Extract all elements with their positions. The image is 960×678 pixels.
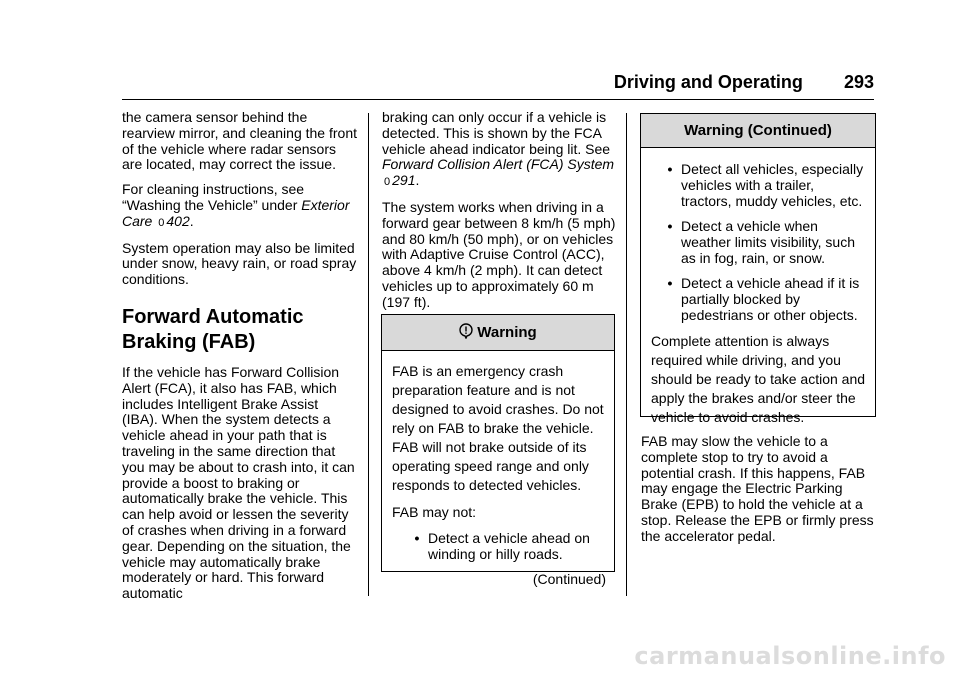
- text: For cleaning instructions, see “Washing the Vehicle” under: [122, 181, 305, 213]
- warning-title: Warning: [477, 324, 537, 341]
- continued-label: (Continued): [532, 571, 606, 587]
- warning-title-bar: [641, 114, 875, 148]
- warning-paragraph: Complete attention is always required while driving, and you should be ready to take action and apply the brakes and/or steer the vehicle to avoid crashes.: [651, 333, 866, 425]
- warning-body: [382, 351, 614, 593]
- bullet-icon: •: [667, 161, 673, 177]
- cross-reference-link[interactable]: Forward Collision Alert (FCA) System: [382, 156, 615, 173]
- paragraph: FAB may slow the vehicle to a complete stop to try to avoid a potential crash. If this happens, FAB may engage the Electric Parking Brake (EPB) to hold the vehicle at a stop. Release the EPB or firmly press the accelerator pedal.: [641, 433, 874, 544]
- warning-bullet: [651, 161, 867, 209]
- bullet-text: Detect all vehicles, especially vehicles with a trailer, tractors, muddy vehicles, etc.: [681, 161, 864, 209]
- warning-title: Warning (Continued): [684, 122, 832, 139]
- paragraph: the camera sensor behind the rearview mirror, and cleaning the front of the vehicle where radar sensors are located, may correct the issue.: [122, 109, 357, 173]
- text: .: [189, 212, 194, 229]
- text: braking can only occur if a vehicle is detected. This is shown by the FCA vehicle ahead indicator being lit. See: [382, 109, 611, 157]
- bullet-text: Detect a vehicle ahead on winding or hilly roads.: [428, 530, 590, 562]
- column-2: [382, 110, 617, 320]
- cross-reference-page[interactable]: 291: [392, 172, 416, 189]
- text: .: [415, 172, 420, 189]
- warning-bullet: [651, 275, 867, 323]
- warning-continued-box: [640, 113, 876, 425]
- page-reference-icon: 0: [158, 216, 165, 229]
- watermark: carmanualsonline.info: [634, 642, 946, 670]
- paragraph: If the vehicle has Forward Collision Alert (FCA), it also has FAB, which includes Intelligent Brake Assist (IBA). When the system detects a vehicle ahead in your path that is traveling in the same direction that you may be about to crash into, it can provide a boost to braking or automatically brake the vehicle. This can help avoid or lessen the severity of crashes when driving in a forward gear. Depending on the situation, the vehicle may automatically brake moderately or hard. This forward automatic: [122, 363, 355, 602]
- warning-bullet: [651, 218, 867, 266]
- cross-reference-link[interactable]: Exterior Care: [122, 196, 350, 229]
- bullet-icon: •: [414, 530, 420, 546]
- bullet-text: Detect a vehicle ahead if it is partially blocked by pedestrians or other objects.: [681, 275, 860, 323]
- paragraph: System operation may also be limited under snow, heavy rain, or road spray conditions.: [122, 239, 357, 288]
- cross-reference-page[interactable]: 402: [166, 212, 190, 229]
- header-rule: [122, 99, 874, 100]
- warning-title-bar: [382, 315, 614, 351]
- warning-paragraph: FAB may not:: [392, 504, 477, 520]
- column-1: [122, 110, 357, 611]
- paragraph: The system works when driving in a forward gear between 8 km/h (5 mph) and 80 km/h (50 mph), or on vehicles with Adaptive Cruise Control (ACC), above 4 km/h (2 mph). It can detect vehicles up to approximately 60 m (197 ft).: [382, 198, 616, 310]
- section-title: Driving and Operating: [613, 72, 803, 92]
- warning-bullet: [392, 530, 606, 562]
- column-divider-2: [626, 113, 627, 596]
- page-number: 293: [843, 72, 874, 92]
- section-heading: Forward Automatic Braking (FAB): [122, 305, 304, 353]
- bullet-icon: •: [667, 218, 673, 234]
- page-reference-icon: 0: [384, 176, 391, 189]
- warning-icon: [459, 323, 473, 343]
- warning-paragraph: FAB is an emergency crash preparation feature and is not designed to avoid crashes. Do not rely on FAB to brake the vehicle. FAB will not brake outside of its operating speed range and only responds to detected vehicles.: [392, 363, 604, 493]
- bullet-text: Detect a vehicle when weather limits visibility, such as in fog, rain, or snow.: [681, 218, 856, 266]
- column-3: [641, 434, 876, 554]
- paragraph: [382, 110, 617, 191]
- paragraph: [122, 182, 357, 231]
- page-header: [614, 72, 874, 93]
- column-divider-1: [368, 113, 369, 596]
- warning-box: [381, 314, 615, 587]
- bullet-icon: •: [667, 275, 673, 291]
- warning-body: [641, 148, 875, 441]
